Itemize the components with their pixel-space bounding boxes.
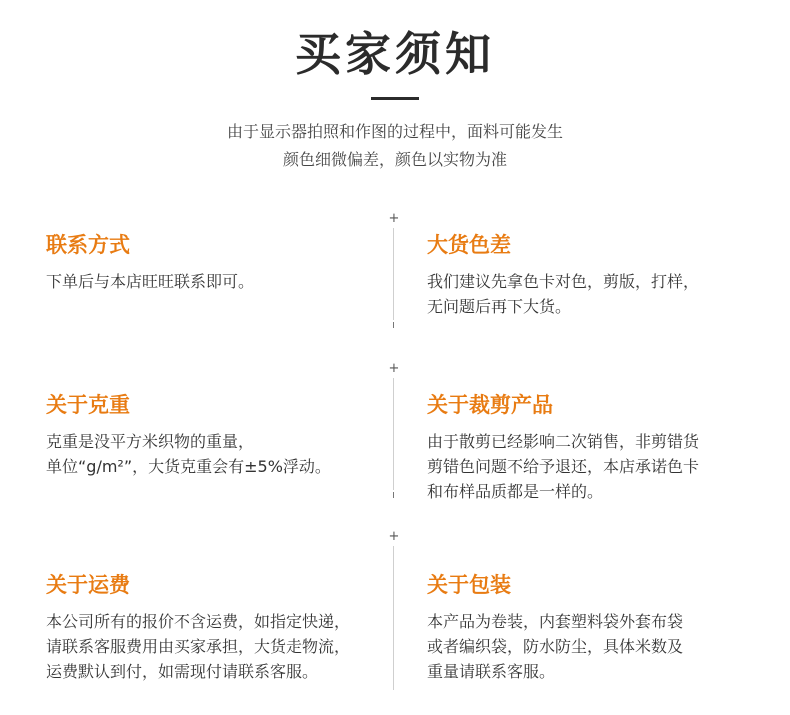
section-cut-products <box>427 391 772 504</box>
section-weight <box>46 391 391 479</box>
page-title: 买家须知 <box>295 27 495 81</box>
section-line: 克重是没平方米织物的重量， <box>46 432 255 451</box>
divider-plus-icon: + <box>388 211 400 226</box>
section-title: 关于包装 <box>427 573 511 597</box>
section-line: 本产品为卷装，内套塑料袋外套布袋 <box>427 612 684 631</box>
section-body <box>427 269 772 319</box>
section-shipping <box>46 571 391 684</box>
center-divider <box>393 546 394 690</box>
intro-text <box>0 118 790 174</box>
intro-line: 颜色细微偏差，颜色以实物为准 <box>282 150 507 169</box>
divider-plus-icon: + <box>388 361 400 376</box>
section-title: 关于克重 <box>46 393 130 417</box>
section-line: 本公司所有的报价不含运费，如指定快递， <box>46 612 351 631</box>
section-color-difference <box>427 231 772 319</box>
divider-tick <box>393 322 394 328</box>
section-line: 由于散剪已经影响二次销售，非剪错货 <box>427 432 700 451</box>
section-line: 运费默认到付，如需现付请联系客服。 <box>46 662 319 681</box>
center-divider <box>393 378 394 490</box>
section-body <box>427 429 772 504</box>
section-line: 我们建议先拿色卡对色，剪版，打样， <box>427 272 700 291</box>
section-line: 单位“g/m²”，大货克重会有±5%浮动。 <box>46 457 331 476</box>
center-divider <box>393 228 394 320</box>
section-body <box>46 429 391 479</box>
section-body <box>46 609 391 684</box>
section-line: 下单后与本店旺旺联系即可。 <box>46 272 255 291</box>
section-line: 重量请联系客服。 <box>427 662 556 681</box>
section-line: 请联系客服费用由买家承担，大货走物流， <box>46 637 351 656</box>
divider-plus-icon: + <box>388 529 400 544</box>
section-line: 剪错色问题不给予退还，本店承诺色卡 <box>427 457 700 476</box>
section-title: 大货色差 <box>427 233 511 257</box>
section-contact <box>46 231 391 294</box>
section-line: 或者编织袋，防水防尘，具体米数及 <box>427 637 684 656</box>
section-line: 和布样品质都是一样的。 <box>427 482 604 501</box>
intro-line: 由于显示器拍照和作图的过程中，面料可能发生 <box>226 122 563 141</box>
section-body <box>427 609 772 684</box>
divider-tick <box>393 492 394 498</box>
section-packaging <box>427 571 772 684</box>
title-underline <box>371 97 419 100</box>
section-line: 无问题后再下大货。 <box>427 297 572 316</box>
section-body <box>46 269 391 294</box>
section-title: 联系方式 <box>46 233 130 257</box>
section-title: 关于裁剪产品 <box>427 393 553 417</box>
section-title: 关于运费 <box>46 573 130 597</box>
